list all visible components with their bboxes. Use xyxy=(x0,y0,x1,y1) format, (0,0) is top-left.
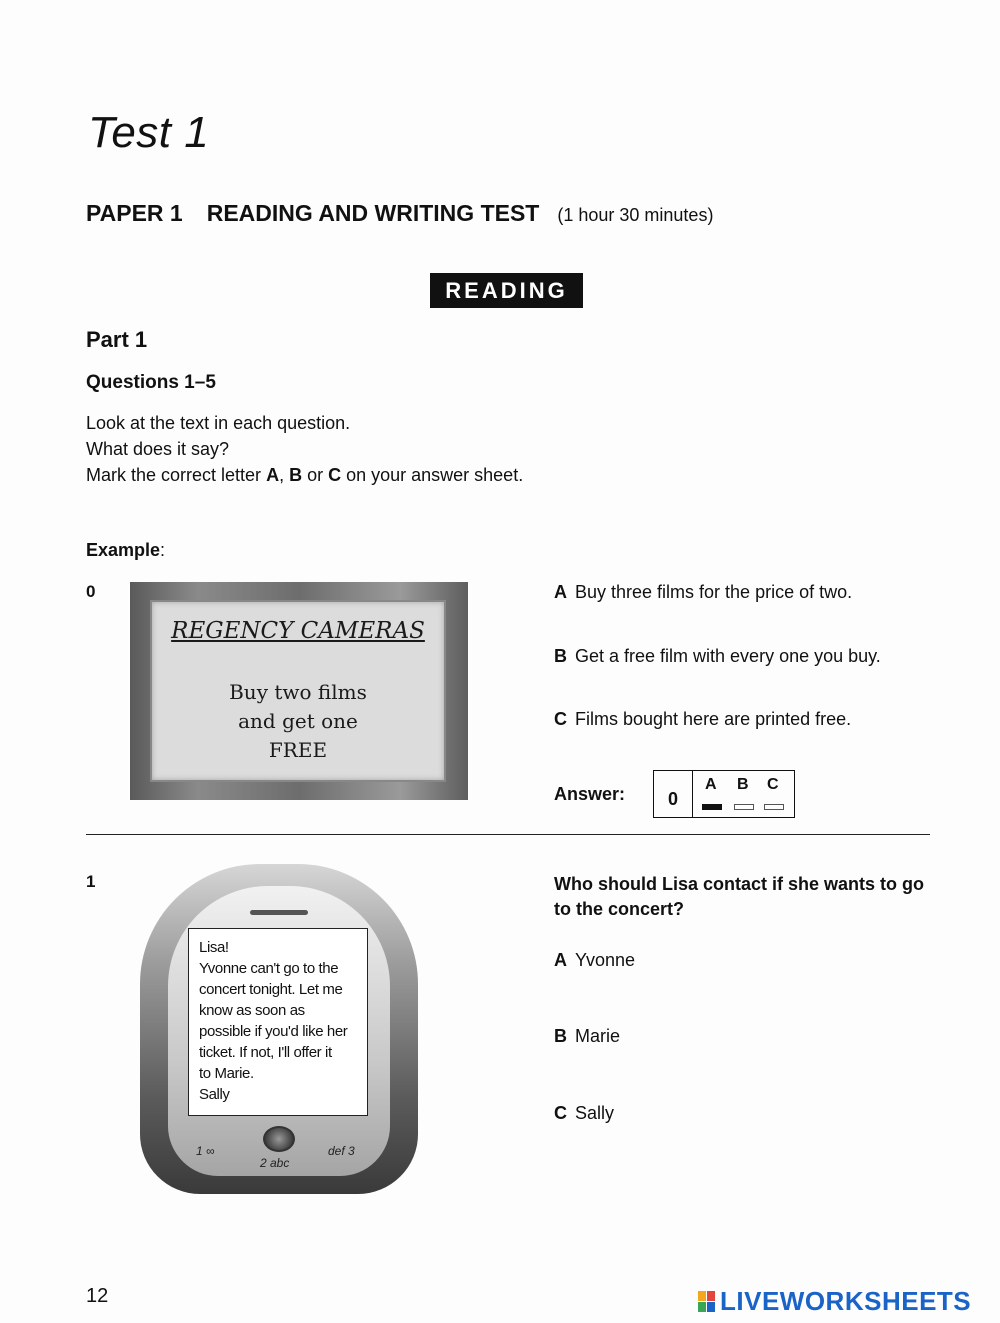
example-number: 0 xyxy=(86,582,96,601)
liveworksheets-logo-icon xyxy=(698,1291,716,1313)
question-1-number: 1 xyxy=(86,872,96,891)
phone-key-1: 1 ∞ xyxy=(196,1144,215,1158)
paper-name: READING AND WRITING TEST xyxy=(206,200,540,226)
phone-key-3: def 3 xyxy=(328,1144,355,1158)
phone-keypad xyxy=(180,1138,376,1178)
example-option-b: B Get a free film with every one you buy. xyxy=(554,646,881,666)
phone-key-2: 2 abc xyxy=(260,1156,290,1170)
answer-letter-a: A xyxy=(705,776,717,793)
phone-screen xyxy=(188,928,368,1116)
sign-body: Buy two films and get one FREE xyxy=(229,680,367,762)
answer-bubble-a[interactable] xyxy=(702,804,722,810)
sign-heading: REGENCY CAMERAS xyxy=(171,618,425,644)
paper-label: PAPER 1 xyxy=(86,200,183,226)
answer-bubble-c[interactable] xyxy=(764,804,784,810)
example-option-c: C Films bought here are printed free. xyxy=(554,709,852,729)
answer-letter-c: C xyxy=(767,776,779,793)
section-divider xyxy=(86,834,930,835)
instruction-line-3: Mark the correct letter A, B or C on your answer sheet. xyxy=(86,465,524,485)
sms-message: Lisa! Yvonne can't go to the concert tonight. Let me know as soon as possible if you'd like her ticket. If not, I'll offer it to Marie. Sally xyxy=(199,939,348,1103)
brand-text: LIVEWORKSHEETS xyxy=(720,1286,972,1316)
phone-speaker xyxy=(250,910,308,915)
question-1-text: Who should Lisa contact if she wants to go to the concert? xyxy=(554,874,925,919)
question-1-option-b[interactable]: B Marie xyxy=(554,1026,621,1046)
instruction-line-2: What does it say? xyxy=(86,439,230,459)
answer-label: Answer: xyxy=(554,784,626,804)
answer-sheet-box xyxy=(653,770,795,818)
questions-range: Questions 1–5 xyxy=(86,372,216,393)
liveworksheets-brand[interactable] xyxy=(698,1286,971,1317)
paper-heading xyxy=(86,200,713,227)
example-label: Example: xyxy=(86,540,166,560)
answer-letter-b: B xyxy=(737,776,749,793)
question-1-option-c[interactable]: C Sally xyxy=(554,1103,615,1123)
part-title: Part 1 xyxy=(86,327,148,352)
answer-number: 0 xyxy=(654,771,693,817)
page-number: 12 xyxy=(86,1285,109,1307)
test-title: Test 1 xyxy=(88,108,210,157)
instruction-line-1: Look at the text in each question. xyxy=(86,413,351,433)
regency-cameras-sign xyxy=(150,600,446,782)
paper-duration: (1 hour 30 minutes) xyxy=(557,205,714,225)
section-badge: READING xyxy=(430,273,583,308)
answer-bubble-b[interactable] xyxy=(734,804,754,810)
question-1-option-a[interactable]: A Yvonne xyxy=(554,950,636,970)
example-option-a: A Buy three films for the price of two. xyxy=(554,582,853,602)
